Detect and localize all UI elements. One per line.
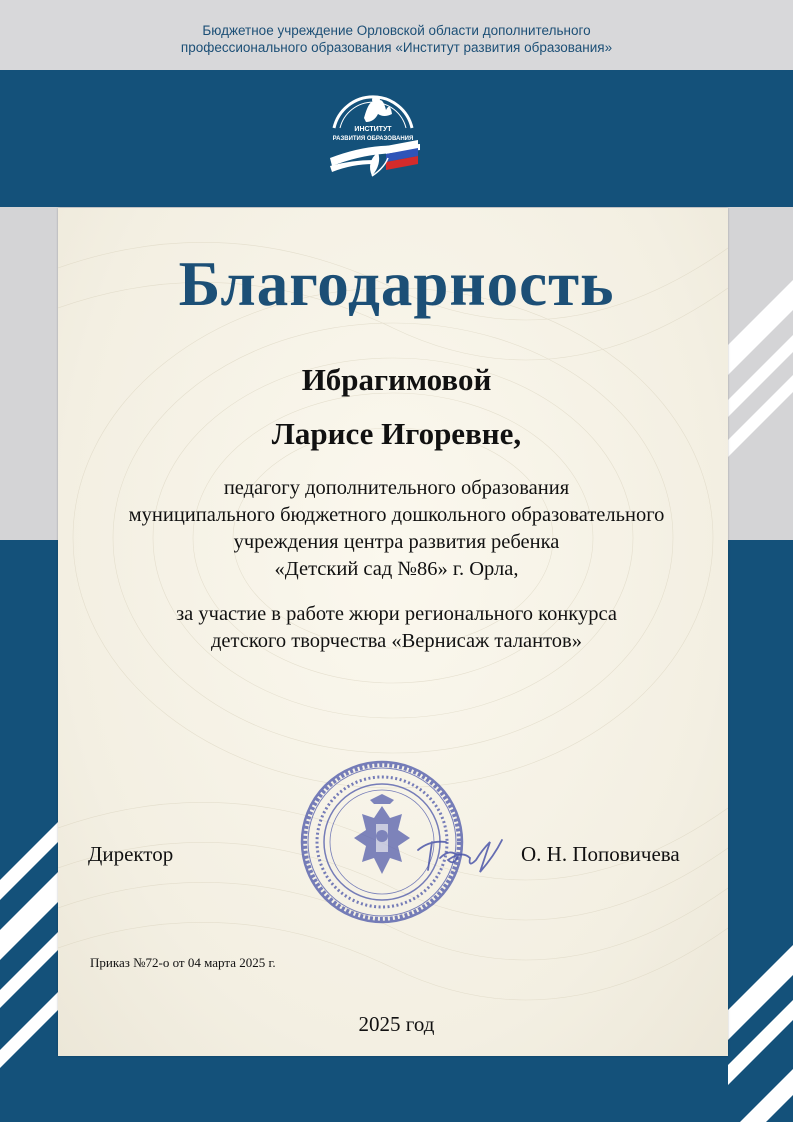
position-line-2: муниципального бюджетного дошкольного образовательного — [128, 504, 665, 526]
certificate-year: 2025 год — [358, 1012, 435, 1036]
position-line-1: педагогу дополнительного образования — [223, 477, 570, 499]
institute-logo — [326, 88, 420, 184]
position-line-3: учреждения центра развития ребенка — [233, 531, 560, 553]
logo-text-line-1: ИНСТИТУТ — [354, 126, 392, 133]
signatory-name: О. Н. Поповичева — [521, 842, 680, 866]
recipient-name: Ларисе Игоревне, — [271, 416, 522, 451]
position-line-4: «Детский сад №86» г. Орла, — [274, 558, 519, 580]
certificate-title: Благодарность — [178, 249, 615, 319]
order-reference: Приказ №72-о от 04 марта 2025 г. — [90, 955, 276, 970]
signatory-role: Директор — [88, 842, 174, 866]
reason-line-1: за участие в работе жюри регионального конкурса — [176, 603, 617, 625]
reason-line-2: детского творчества «Вернисаж талантов» — [211, 630, 582, 652]
director-signature — [410, 820, 510, 885]
award-reason — [0, 601, 793, 655]
organization-name-line-2: профессионального образования «Институт развития образования» — [180, 40, 613, 55]
recipient-position — [0, 475, 793, 583]
organization-name-line-1: Бюджетное учреждение Орловской области дополнительного — [202, 23, 591, 38]
logo-text-line-2: РАЗВИТИЯ ОБРАЗОВАНИЯ — [332, 136, 414, 142]
recipient-surname: Ибрагимовой — [301, 362, 492, 397]
